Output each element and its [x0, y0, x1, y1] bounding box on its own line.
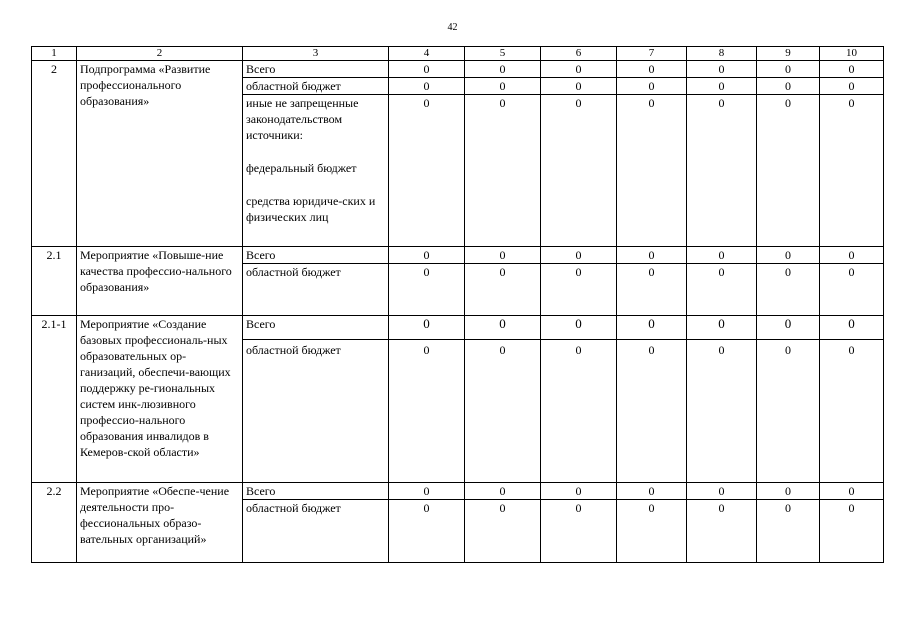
value-cell: 0 [757, 61, 820, 78]
value-cell: 0 [757, 500, 820, 563]
table-row [32, 316, 884, 340]
value-cell: 0 [541, 340, 617, 483]
funding-source-other [243, 95, 389, 247]
table-row [32, 247, 884, 264]
funding-source-legal-entities: средства юридиче-ских и физических лиц [246, 194, 376, 224]
value-cell: 0 [820, 95, 884, 247]
item-name: Подпрограмма «Развитие профессионального образования» [77, 61, 243, 247]
value-cell: 0 [465, 340, 541, 483]
value-cell: 0 [687, 78, 757, 95]
funding-source: иные не запрещенные законодательством источники: [246, 96, 359, 142]
value-cell: 0 [389, 340, 465, 483]
column-number: 5 [465, 47, 541, 61]
value-cell: 0 [465, 264, 541, 316]
column-number: 2 [77, 47, 243, 61]
value-cell: 0 [617, 316, 687, 340]
value-cell: 0 [617, 78, 687, 95]
value-cell: 0 [820, 264, 884, 316]
value-cell: 0 [541, 500, 617, 563]
value-cell: 0 [687, 95, 757, 247]
value-cell: 0 [465, 483, 541, 500]
value-cell: 0 [541, 483, 617, 500]
value-cell: 0 [465, 61, 541, 78]
value-cell: 0 [687, 247, 757, 264]
item-number: 2 [32, 61, 77, 247]
value-cell: 0 [389, 95, 465, 247]
value-cell: 0 [617, 483, 687, 500]
value-cell: 0 [541, 78, 617, 95]
value-cell: 0 [465, 78, 541, 95]
value-cell: 0 [757, 264, 820, 316]
value-cell: 0 [687, 483, 757, 500]
funding-source: областной бюджет [243, 78, 389, 95]
value-cell: 0 [541, 95, 617, 247]
table-row [32, 483, 884, 500]
value-cell: 0 [687, 340, 757, 483]
item-name: Мероприятие «Обеспе-чение деятельности про-фессиональных образо-вательных организаций» [77, 483, 243, 563]
funding-source: Всего [243, 61, 389, 78]
value-cell: 0 [617, 340, 687, 483]
value-cell: 0 [687, 500, 757, 563]
funding-source-federal: федеральный бюджет [246, 161, 357, 175]
value-cell: 0 [465, 95, 541, 247]
value-cell: 0 [465, 247, 541, 264]
funding-source: областной бюджет [243, 340, 389, 483]
value-cell: 0 [465, 500, 541, 563]
funding-source: Всего [243, 483, 389, 500]
value-cell: 0 [757, 316, 820, 340]
value-cell: 0 [820, 316, 884, 340]
value-cell: 0 [617, 95, 687, 247]
table-row [32, 61, 884, 78]
value-cell: 0 [687, 316, 757, 340]
column-number: 1 [32, 47, 77, 61]
value-cell: 0 [820, 78, 884, 95]
value-cell: 0 [757, 483, 820, 500]
value-cell: 0 [617, 247, 687, 264]
funding-source: Всего [243, 316, 389, 340]
value-cell: 0 [389, 483, 465, 500]
value-cell: 0 [820, 340, 884, 483]
value-cell: 0 [757, 340, 820, 483]
value-cell: 0 [820, 500, 884, 563]
value-cell: 0 [757, 78, 820, 95]
item-name: Мероприятие «Создание базовых профессиональ-ных образовательных ор-ганизаций, обеспечи-вающих поддержку ре-гиональных систем инк-люзивного профессио-нального образования инвалидов в Кемеров-ской области» [77, 316, 243, 483]
item-number: 2.2 [32, 483, 77, 563]
item-number: 2.1-1 [32, 316, 77, 483]
value-cell: 0 [389, 61, 465, 78]
value-cell: 0 [757, 247, 820, 264]
value-cell: 0 [820, 483, 884, 500]
value-cell: 0 [541, 316, 617, 340]
value-cell: 0 [465, 316, 541, 340]
value-cell: 0 [389, 316, 465, 340]
value-cell: 0 [687, 264, 757, 316]
value-cell: 0 [541, 247, 617, 264]
column-number: 10 [820, 47, 884, 61]
column-number: 4 [389, 47, 465, 61]
value-cell: 0 [820, 247, 884, 264]
item-name: Мероприятие «Повыше-ние качества профессио-нального образования» [77, 247, 243, 316]
value-cell: 0 [617, 61, 687, 78]
funding-source: областной бюджет [243, 500, 389, 563]
budget-table [31, 46, 884, 563]
value-cell: 0 [541, 264, 617, 316]
value-cell: 0 [389, 78, 465, 95]
value-cell: 0 [617, 500, 687, 563]
value-cell: 0 [820, 61, 884, 78]
column-number: 6 [541, 47, 617, 61]
value-cell: 0 [389, 500, 465, 563]
column-number: 8 [687, 47, 757, 61]
value-cell: 0 [687, 61, 757, 78]
funding-source: Всего [243, 247, 389, 264]
page-number: 42 [447, 22, 458, 33]
column-number: 9 [757, 47, 820, 61]
column-number: 3 [243, 47, 389, 61]
column-number-row [32, 47, 884, 61]
value-cell: 0 [389, 247, 465, 264]
value-cell: 0 [389, 264, 465, 316]
value-cell: 0 [617, 264, 687, 316]
value-cell: 0 [757, 95, 820, 247]
value-cell: 0 [541, 61, 617, 78]
funding-source: областной бюджет [243, 264, 389, 316]
item-number: 2.1 [32, 247, 77, 316]
column-number: 7 [617, 47, 687, 61]
